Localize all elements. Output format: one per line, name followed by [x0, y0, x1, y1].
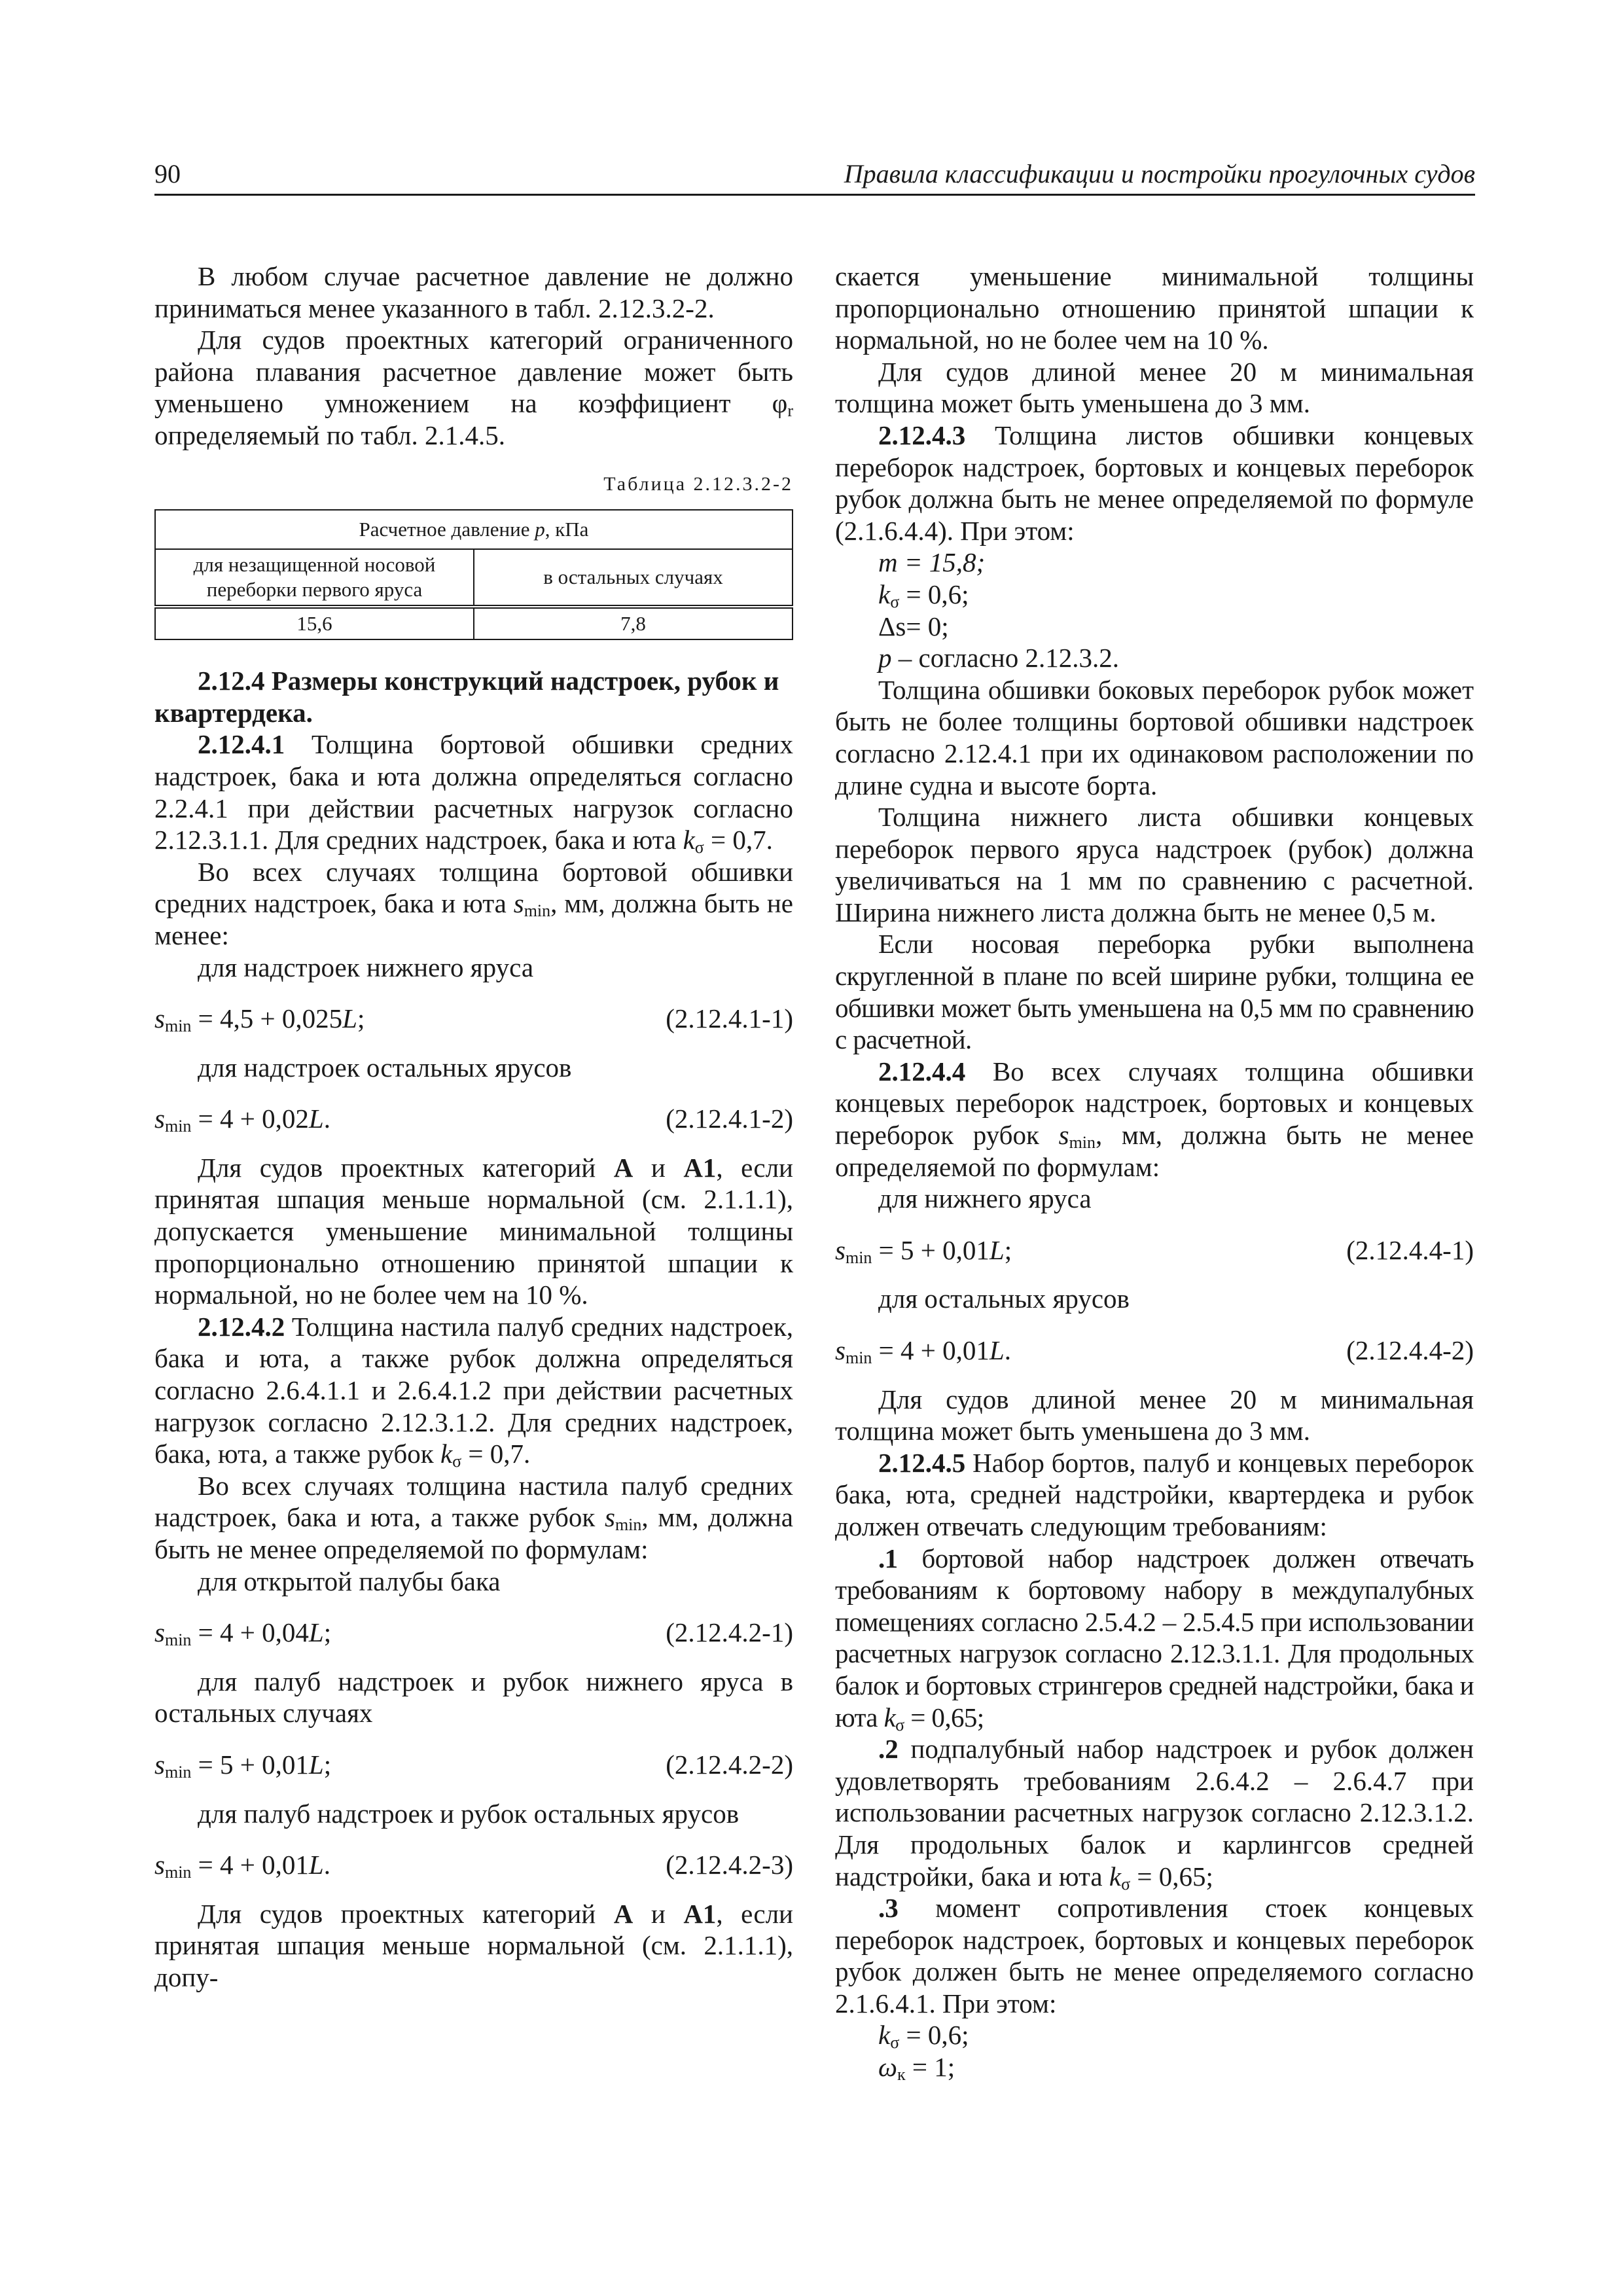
paragraph-side-bulkheads: Толщина обшивки боковых переборок рубок может быть не более толщины бортовой обшивки надстроек согласно 2.12.4.1 при их одинаковом расположении по длине судна и высоте борта. [835, 674, 1474, 800]
paragraph-category-a: Для судов проектных категорий А и А1, если принятая шпация меньше нормальной (см. 2.1.1.1), допускается уменьшение минимальной толщины пропорционально отношению принятой шпации к нормальной, но не более чем на 10 %. [154, 1152, 793, 1310]
label-lower-decks: для палуб надстроек и рубок нижнего яруса в остальных случаях [154, 1666, 793, 1729]
table-value-other: 7,8 [474, 607, 793, 639]
table-col-unprotected: для незащищенной носовой переборки первого яруса [155, 549, 474, 607]
table-col-other: в остальных случаях [474, 549, 793, 607]
paragraph-restricted-area: Для судов проектных категорий ограниченного района плавания расчетное давление может быть уменьшено умножением на коэффициент $\varphi_r$ определяемый по табл. 2.1.4.5. [154, 325, 793, 450]
paragraph-category-a-2: Для судов проектных категорий А и А1, если принятая шпация меньше нормальной (см. 2.1.1.1), допу- [154, 1898, 793, 1992]
formula-2-12-4-1-1: $s_{min} = 4,5 + 0,025L$; (2.12.4.1-1) [154, 1003, 793, 1036]
paragraph-side-plating-min: Во всех случаях толщина бортовой обшивки средних надстроек, бака и юта $s_{min}$, мм, должна быть не менее: [154, 856, 793, 950]
section-2-12-4-5: 2.12.4.5 Набор бортов, палуб и концевых переборок бака, юта, средней надстройки, квартердека и рубок должен отвечать следующим требованиям: [835, 1447, 1474, 1541]
paragraph-rounded-bulkhead: Если носовая переборка рубки выполнена скругленной в плане по всей ширине рубки, толщина ее обшивки может быть уменьшена на 0,5 мм по сравнению с расчетной. [835, 929, 1474, 1055]
paragraph-length-20: Для судов длиной менее 20 м минимальная толщина может быть уменьшена до 3 мм. [835, 356, 1474, 419]
formula-2-12-4-2-1: $s_{min} = 4 + 0,04L$; (2.12.4.2-1) [154, 1617, 793, 1650]
label-other-tiers-right: для остальных ярусов [878, 1283, 1130, 1314]
paragraph-lower-sheet: Толщина нижнего листа обшивки концевых переборок первого яруса надстроек (рубок) должна увеличиваться на 1 мм по сравнению с расчетной. Ширина нижнего листа должна быть не менее 0,5 м. [835, 802, 1474, 927]
label-other-tiers: для надстроек остальных ярусов [198, 1052, 572, 1083]
label-other-decks: для палуб надстроек и рубок остальных ярусов [198, 1798, 740, 1829]
section-2-12-4-3: 2.12.4.3 Толщина листов обшивки концевых переборок надстроек, бортовых и концевых переборок рубок должна быть не менее определяемой по формуле (2.1.6.4.4). При этом: [835, 420, 1474, 546]
formula-2-12-4-4-2: $s_{min} = 4 + 0,01L$. (2.12.4.4-2) [835, 1335, 1474, 1367]
right-column [835, 260, 1474, 2083]
param-p: p – согласно 2.12.3.2. [878, 643, 1119, 673]
left-column [154, 260, 793, 1994]
param-k-item3: $k_\sigma = 0,6$; [878, 2020, 969, 2053]
formula-2-12-4-1-2: $s_{min} = 4 + 0,02L$. (2.12.4.1-2) [154, 1103, 793, 1136]
label-lower-tier-right: для нижнего яруса [878, 1183, 1092, 1214]
paragraph-deck-plating-min: Во всех случаях толщина настила палуб средних надстроек, бака и юта, а также рубок $s_{min}$, мм, должна быть не менее определяемой по формулам: [154, 1470, 793, 1564]
param-delta-s: Δs= 0; [878, 611, 949, 641]
pressure-table [154, 509, 793, 640]
table-header-main: Расчетное давление p, кПа [155, 510, 793, 549]
table-caption: Таблица 2.12.3.2-2 [603, 473, 793, 495]
page-number: 90 [154, 159, 181, 188]
page-header [154, 156, 1475, 196]
section-2-12-4-1: 2.12.4.1 Толщина бортовой обшивки средних надстроек, бака и юта должна определяться согласно 2.2.4.1 при действии расчетных нагрузок согласно 2.12.3.1.1. Для средних надстроек, бака и юта $k_\sigma = 0,7$. [154, 729, 793, 857]
list-item-3: .3 момент сопротивления стоек концевых переборок надстроек, бортовых и концевых переборок рубок должен быть не менее определяемого согласно 2.1.6.4.1. При этом: [835, 1893, 1474, 2018]
table-value-unprotected: 15,6 [155, 607, 474, 639]
list-item-1: .1 бортовой набор надстроек должен отвечать требованиям к бортовому набору в междупалубных помещениях согласно 2.5.4.2 – 2.5.4.5 при использовании расчетных нагрузок согласно 2.12.3.1.1. Для продольных балок и бортовых стрингеров средней надстройки, бака и юта $k_\sigma = 0,65$; [835, 1543, 1474, 1734]
section-2-12-4-2: 2.12.4.2 Толщина настила палуб средних надстроек, бака и юта, а также рубок должна определяться согласно 2.6.4.1.1 и 2.6.4.1.2 при действии расчетных нагрузок согласно 2.12.3.1.2. Для средних надстроек, бака, юта, а также рубок $k_\sigma = 0,7$. [154, 1311, 793, 1471]
param-k: $k_\sigma = 0,6$; [878, 579, 969, 611]
label-lower-tier: для надстроек нижнего яруса [198, 952, 534, 982]
formula-2-12-4-2-3: $s_{min} = 4 + 0,01L$. (2.12.4.2-3) [154, 1850, 793, 1882]
param-omega: $\omega_к = 1$; [878, 2052, 955, 2085]
paragraph-length-20-2: Для судов длиной менее 20 м минимальная толщина может быть уменьшена до 3 мм. [835, 1384, 1474, 1446]
list-item-2: .2 подпалубный набор надстроек и рубок должен удовлетворять требованиям 2.6.4.2 – 2.6.4.7 при использовании расчетных нагрузок согласно 2.12.3.1.2. Для продольных балок и карлингсов средней надстройки, бака и юта $k_\sigma = 0,65$; [835, 1734, 1474, 1893]
param-m: m = 15,8; [878, 547, 986, 578]
running-title: Правила классификации и постройки прогулочных судов [844, 159, 1475, 188]
section-heading: 2.12.4 Размеры конструкций надстроек, рубок и квартердека. [154, 666, 779, 728]
section-2-12-4-4: 2.12.4.4 Во всех случаях толщина обшивки концевых переборок надстроек, бортовых и концевых переборок рубок $s_{min}$, мм, должна быть не менее определяемой по формулам: [835, 1056, 1474, 1182]
paragraph-continuation: скается уменьшение минимальной толщины пропорционально отношению принятой шпации к нормальной, но не более чем на 10 %. [835, 261, 1474, 355]
formula-2-12-4-2-2: $s_{min} = 5 + 0,01L$; (2.12.4.2-2) [154, 1749, 793, 1782]
label-open-deck: для открытой палубы бака [198, 1566, 501, 1596]
paragraph-min-pressure: В любом случае расчетное давление не должно приниматься менее указанного в табл. 2.12.3.2-2. [154, 261, 793, 323]
formula-2-12-4-4-1: $s_{min} = 5 + 0,01L$; (2.12.4.4-1) [835, 1234, 1474, 1267]
